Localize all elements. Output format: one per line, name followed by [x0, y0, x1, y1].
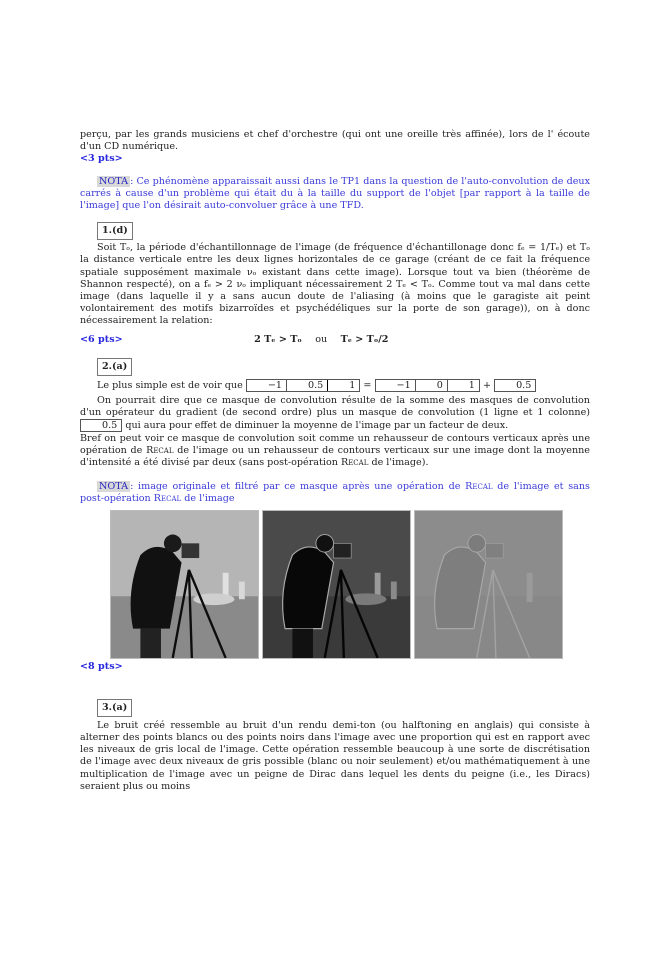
nota-label: NOTA — [99, 175, 129, 187]
paragraph-2a-1 — [80, 395, 590, 433]
mask-inline — [80, 419, 122, 432]
paragraph-top: perçu, par les grands musiciens et chef d'orchestre (qui ont une oreille très affinée), lors de l' écoute d'un CD numérique. — [80, 129, 590, 153]
nota-2 — [80, 481, 590, 505]
recal-term: Recal — [340, 457, 369, 469]
mask-cell: 0.5 — [102, 420, 118, 432]
text: de l'image). — [371, 457, 429, 469]
mask-equation — [80, 379, 590, 392]
paragraph-3a: Le bruit créé ressemble au bruit d'un rendu demi-ton (ou halftoning en anglais) qui consiste à alterner des points blancs ou des points noirs dans l'image avec une proportion qui est en rapport avec les niveaux de gris local de l'image. Cette opération ressemble beaucoup à une sorte de discrétisation de l'image avec deux niveaux de gris possible (blanc ou noir seulement) et/ou mathématiquement à une multiplication de l'image avec un peigne de Dirac dans lequel les dents du peigne (i.e., les Diracs) seraient plus ou moins — [80, 719, 590, 792]
question-label-2a: 2.(a) — [97, 358, 132, 376]
text: : image originale et filtré par ce masque après une opération de — [130, 481, 461, 493]
text: de l'image ou un rehausseur de contours verticaux sur une image dont la moyenne d'intensité a été divisé par deux (sans post-opération — [80, 444, 590, 469]
equals-sign: = — [363, 379, 372, 391]
mask-a — [246, 379, 361, 392]
equation-right: Tₑ > Tₒ/2 — [340, 333, 389, 345]
image-original — [110, 510, 259, 659]
equation-row — [80, 334, 590, 346]
nota-label: NOTA — [99, 481, 129, 493]
nota-1-text: : Ce phénomène apparaissait aussi dans le TP1 dans la question de l'auto-convolution de deux carrés à cause d'un problème qui était du à la taille du support de l'objet [par rapport à la taille de l'image] que l'on désirait auto-convoluer grâce à une TFD. — [80, 175, 590, 212]
points-8: <8 pts> — [80, 660, 123, 672]
mask-cell: 0 — [416, 380, 448, 391]
text: On pourrait dire que ce masque de convolution résulte de la somme des masques de convolution d'un opérateur du gradient (de second ordre) plus un masque de convolution (1 ligne et 1 colonne) — [80, 395, 590, 419]
equation-or: ou — [315, 333, 328, 345]
plus-sign: + — [482, 379, 492, 391]
mask-b — [375, 379, 480, 392]
image-row — [110, 510, 590, 659]
question-label-1d: 1.(d) — [97, 222, 133, 240]
question-label-3a: 3.(a) — [97, 699, 132, 717]
nota-1 — [80, 176, 590, 213]
mask-cell: 1 — [468, 379, 475, 391]
equation-left: 2 Tₑ > Tₒ — [254, 333, 302, 345]
mask-cell: 1 — [349, 379, 356, 391]
mask-cell: 0.5 — [287, 380, 328, 391]
text: de l'image et sans post-opération — [80, 481, 590, 505]
recal-term: Recal — [146, 444, 174, 456]
mask-c — [494, 379, 536, 392]
recal-term: Recal — [465, 481, 493, 493]
points-3: <3 pts> — [80, 153, 123, 165]
points-6: <6 pts> — [80, 333, 123, 345]
paragraph-1d: Soit Tₒ, la période d'échantillonnage de l'image (de fréquence d'échantillonage donc fₑ = 1/Tₑ) et Tₒ la distance verticale entre les deux lignes horizontales de ce garage (créant de ce fait la fréquence spatiale supposément maximale νₒ existant dans cette image). Lorsque tout va bien (théorème de Shannon respecté), on a fₑ > 2 νₒ impliquant nécessairement 2 Tₑ < Tₒ. Comme tout va mal dans cette image (dans laquelle il y a sans aucun doute de l'aliasing (à moins que le garagiste ait peint volontairement des motifs bizarroïdes et psychédéliques sur la porte de son garage)), on à donc nécessairement la relation: — [80, 242, 590, 327]
recal-term: Recal — [153, 493, 182, 505]
image-filtered-recal — [262, 510, 411, 659]
text: Bref on peut voir ce masque de convolution soit comme un rehausseur de contours verticaux après une opération de — [80, 432, 590, 456]
text: qui aura pour effet de diminuer la moyenne de l'image par un facteur de deux. — [125, 420, 509, 432]
mask-cell: −1 — [376, 380, 416, 391]
text: de l'image — [184, 493, 235, 505]
document-page — [80, 129, 590, 793]
mask-cell: −1 — [247, 380, 287, 391]
image-filtered-no-recal — [414, 510, 563, 659]
equation — [123, 334, 590, 346]
mask-cell: 0.5 — [516, 379, 532, 391]
mask-intro: Le plus simple est de voir que — [97, 379, 243, 391]
paragraph-2a-2 — [80, 433, 590, 470]
